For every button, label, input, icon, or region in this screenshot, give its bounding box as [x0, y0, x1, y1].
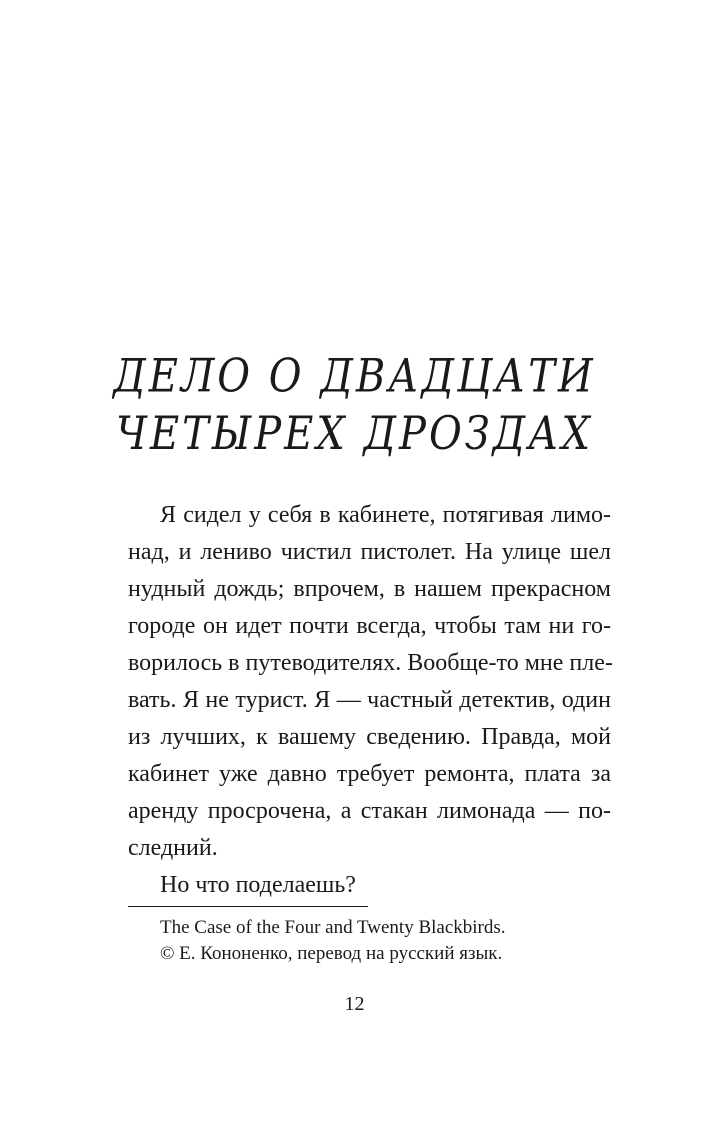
footnote — [160, 915, 611, 967]
body-paragraphs — [128, 497, 611, 904]
footnote-divider — [128, 906, 368, 907]
text-line: ворилось в путеводителях. Вообще-то мне пле- — [128, 650, 613, 676]
chapter-title-line: ЧЕТЫРЕХ ДРОЗДАХ — [116, 407, 593, 461]
chapter-title-line: ДЕЛО О ДВАДЦАТИ — [113, 350, 596, 404]
text-line: вать. Я не турист. Я — частный детектив, один — [128, 687, 611, 713]
text-line: Но что поделаешь? — [160, 872, 356, 898]
text-line: Я сидел у себя в кабинете, потягивая лимо- — [160, 502, 611, 528]
text-line: следний. — [128, 835, 218, 861]
text-line: аренду просрочена, а стакан лимонада — по- — [128, 798, 611, 824]
page-number: 12 — [344, 993, 365, 1015]
footnote-line: The Case of the Four and Twenty Blackbirds. — [160, 917, 506, 938]
text-line: нудный дождь; впрочем, в нашем прекрасном — [128, 576, 611, 602]
chapter-title — [0, 348, 709, 463]
text-line: над, и лениво чистил пистолет. На улице шел — [128, 539, 611, 565]
text-line: городе он идет почти всегда, чтобы там ни го- — [128, 613, 611, 639]
text-line: из лучших, к вашему сведению. Правда, мой — [128, 724, 611, 750]
footnote-line: © Е. Кононенко, перевод на русский язык. — [160, 943, 503, 964]
text-line: кабинет уже давно требует ремонта, плата за — [128, 761, 611, 787]
